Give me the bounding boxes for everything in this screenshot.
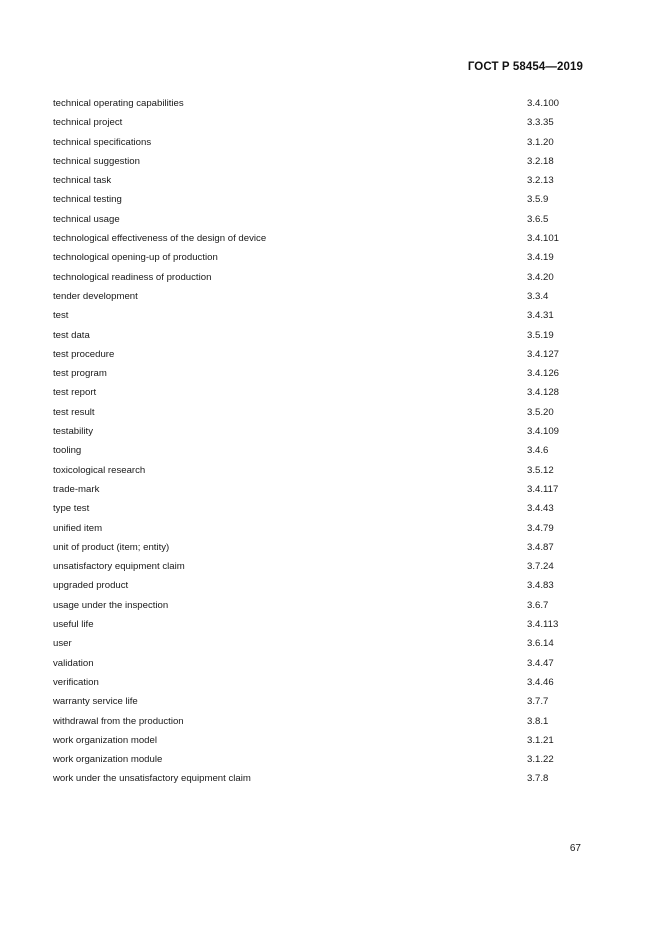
index-reference: 3.8.1 — [527, 715, 549, 727]
index-entry — [53, 268, 593, 287]
index-reference: 3.7.8 — [527, 773, 549, 785]
index-term: unit of product (item; entity) — [53, 541, 170, 553]
index-reference: 3.3.35 — [527, 117, 554, 129]
index-term: test report — [53, 387, 97, 399]
index-entry — [53, 538, 593, 557]
index-entry — [53, 133, 593, 152]
index-reference: 3.2.13 — [527, 175, 554, 187]
index-entry — [53, 461, 593, 480]
index-term: user — [53, 638, 72, 650]
index-reference: 3.5.20 — [527, 406, 554, 418]
index-reference: 3.4.20 — [527, 271, 554, 283]
index-reference: 3.5.19 — [527, 329, 554, 341]
index-entry — [53, 596, 593, 615]
index-reference: 3.1.22 — [527, 754, 554, 766]
index-reference: 3.6.5 — [527, 213, 549, 225]
index-term: test procedure — [53, 348, 115, 360]
index-reference: 3.4.47 — [527, 657, 554, 669]
index-entry — [53, 654, 593, 673]
index-reference: 3.4.126 — [527, 368, 560, 380]
index-term: technical task — [53, 175, 112, 187]
index-reference: 3.5.12 — [527, 464, 554, 476]
index-term: work organization model — [53, 734, 157, 746]
index-reference: 3.6.14 — [527, 638, 554, 650]
index-reference: 3.4.46 — [527, 676, 554, 688]
index-entry — [53, 94, 593, 113]
index-entry — [53, 326, 593, 345]
index-term: technical specifications — [53, 136, 152, 148]
index-entry — [53, 750, 593, 769]
page-number: 67 — [569, 843, 581, 854]
index-reference: 3.4.19 — [527, 252, 554, 264]
index-term: technological opening-up of production — [53, 252, 218, 264]
index-entry — [53, 171, 593, 190]
index-term: technological effectiveness of the design of device — [53, 233, 267, 245]
index-entry — [53, 210, 593, 229]
index-entry — [53, 113, 593, 132]
index-reference: 3.4.100 — [527, 98, 560, 109]
index-reference: 3.1.21 — [527, 734, 554, 746]
index-entry — [53, 731, 593, 750]
index-entry — [53, 480, 593, 499]
index-entry — [53, 287, 593, 306]
index-term: test data — [53, 329, 90, 341]
index-reference: 3.2.18 — [527, 155, 554, 167]
index-reference: 3.1.20 — [527, 136, 554, 148]
index-reference: 3.7.7 — [527, 696, 549, 708]
index-reference: 3.7.24 — [527, 561, 554, 573]
index-entry — [53, 422, 593, 441]
index-reference: 3.4.117 — [527, 483, 559, 495]
index-term: unsatisfactory equipment claim — [53, 561, 185, 573]
index-term: technical usage — [53, 213, 120, 225]
index-reference: 3.4.109 — [527, 426, 560, 438]
index-term: test — [53, 310, 69, 322]
index-reference: 3.4.6 — [527, 445, 549, 457]
index-entry — [53, 152, 593, 171]
standard-designation: ГОСТ Р 58454—2019 — [467, 61, 583, 73]
index-entry — [53, 769, 593, 788]
index-reference: 3.4.79 — [527, 522, 554, 534]
index-reference: 3.4.128 — [527, 387, 560, 399]
index-reference: 3.4.83 — [527, 580, 554, 592]
index-reference: 3.5.9 — [527, 194, 549, 206]
index-entry — [53, 229, 593, 248]
index-entry — [53, 673, 593, 692]
index-entry — [53, 345, 593, 364]
index-entry — [53, 692, 593, 711]
index-term: testability — [53, 426, 93, 438]
index-term: unified item — [53, 522, 103, 534]
index-term: work organization module — [53, 754, 163, 766]
index-term: technical project — [53, 117, 123, 129]
index-entry — [53, 306, 593, 325]
index-term: withdrawal from the production — [53, 715, 184, 727]
index-entry — [53, 499, 593, 518]
index-term: toxicological research — [53, 464, 146, 476]
index-entry — [53, 634, 593, 653]
index-reference: 3.4.43 — [527, 503, 554, 515]
index-reference: 3.4.87 — [527, 541, 554, 553]
index-term: trade-mark — [53, 483, 100, 495]
index-term: verification — [53, 676, 99, 688]
index-term: tender development — [53, 290, 138, 302]
index-term: warranty service life — [53, 696, 138, 708]
index-term: technical operating capabilities — [53, 98, 184, 109]
index-reference: 3.4.113 — [527, 619, 559, 631]
index-reference: 3.6.7 — [527, 599, 549, 611]
index-entry — [53, 190, 593, 209]
term-index-list — [53, 94, 593, 789]
index-reference: 3.3.4 — [527, 290, 549, 302]
index-term: type test — [53, 503, 90, 515]
index-entry — [53, 248, 593, 267]
index-entry — [53, 615, 593, 634]
index-entry — [53, 519, 593, 538]
index-entry — [53, 383, 593, 402]
index-entry — [53, 441, 593, 460]
index-term: upgraded product — [53, 580, 129, 592]
index-reference: 3.4.101 — [527, 233, 560, 245]
index-entry — [53, 364, 593, 383]
index-term: test program — [53, 368, 107, 380]
index-entry — [53, 576, 593, 595]
index-entry — [53, 557, 593, 576]
index-term: usage under the inspection — [53, 599, 169, 611]
index-reference: 3.4.31 — [527, 310, 554, 322]
index-term: tooling — [53, 445, 82, 457]
index-term: useful life — [53, 619, 94, 631]
index-entry — [53, 403, 593, 422]
index-entry — [53, 712, 593, 731]
index-term: technical suggestion — [53, 155, 140, 167]
index-term: work under the unsatisfactory equipment claim — [53, 773, 251, 785]
index-term: technological readiness of production — [53, 271, 212, 283]
index-term: technical testing — [53, 194, 122, 206]
index-term: test result — [53, 406, 95, 418]
index-reference: 3.4.127 — [527, 348, 560, 360]
index-term: validation — [53, 657, 94, 669]
